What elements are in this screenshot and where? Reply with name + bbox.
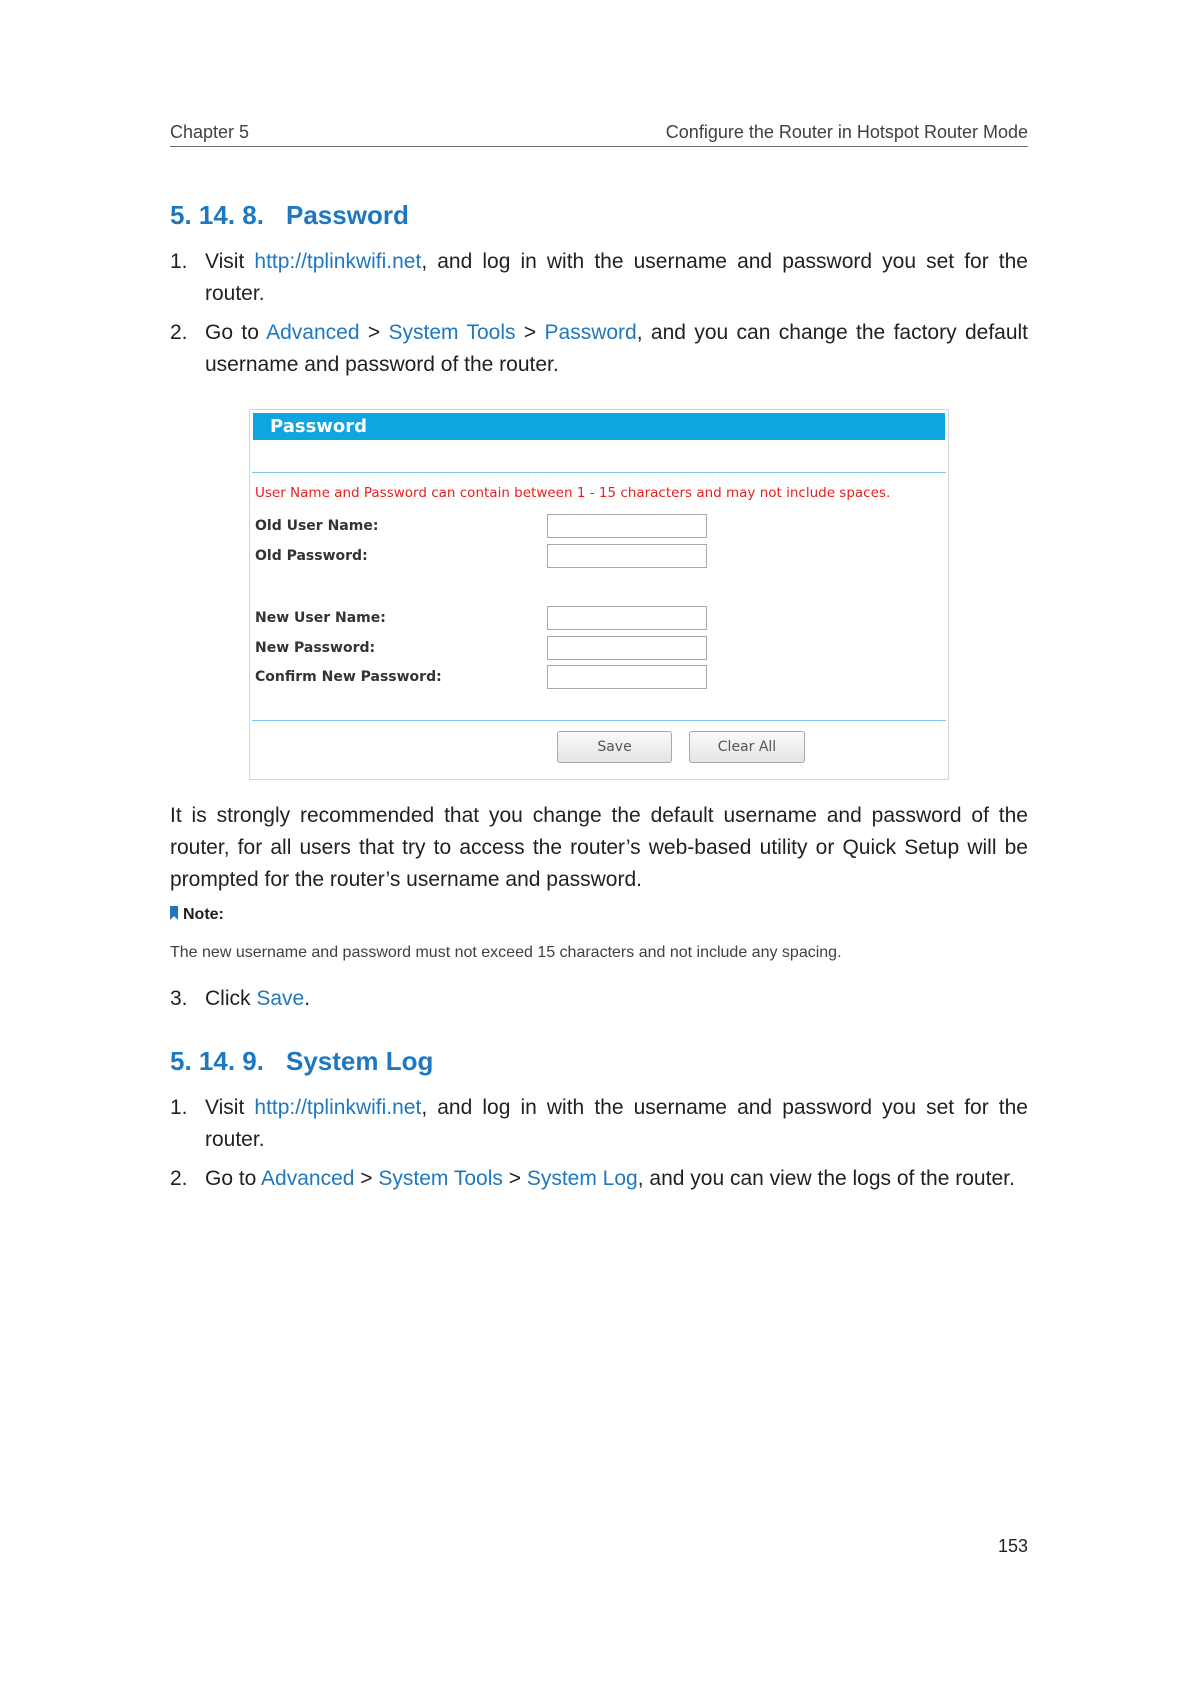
page-number: 153	[998, 1536, 1029, 1556]
step-number: 1.	[170, 1096, 188, 1119]
clear-all-button[interactable]: Clear All	[689, 731, 805, 763]
advanced-link[interactable]: Advanced	[266, 321, 360, 344]
password-step-3	[170, 983, 1028, 1015]
old-password-input[interactable]	[547, 544, 707, 568]
step-text: Go to	[205, 321, 267, 344]
old-user-name-input[interactable]	[547, 514, 707, 538]
step-number: 2.	[170, 1167, 188, 1190]
save-button[interactable]: Save	[557, 731, 672, 763]
path-separator: >	[359, 321, 389, 344]
step-number: 1.	[170, 250, 188, 273]
step-text: , and you can view the logs of the router.	[637, 1167, 1015, 1190]
bookmark-icon	[170, 906, 178, 920]
panel-title: Password	[253, 413, 945, 440]
note-heading	[170, 906, 224, 924]
old-password-label: Old Password:	[255, 548, 368, 564]
confirm-new-password-label: Confirm New Password:	[255, 669, 442, 685]
step-text: Visit	[205, 250, 255, 273]
new-user-name-input[interactable]	[547, 606, 707, 630]
tplinkwifi-link[interactable]: http://tplinkwifi.net	[254, 250, 422, 273]
section-number: 5. 14. 9.	[170, 1046, 264, 1076]
router-password-screenshot	[249, 409, 949, 780]
tplinkwifi-link[interactable]: http://tplinkwifi.net	[254, 1096, 422, 1119]
step-text: Visit	[205, 1096, 255, 1119]
password-link[interactable]: Password	[544, 321, 637, 344]
step-text: , and you can change the factory default username and password of the router.	[205, 321, 1029, 376]
path-separator: >	[515, 321, 545, 344]
path-separator: >	[354, 1167, 379, 1190]
chapter-label: Chapter 5	[170, 122, 250, 142]
step-text: , and log in with the username and password you set for the router.	[205, 250, 1028, 305]
path-separator: >	[502, 1167, 527, 1190]
password-step-1	[170, 246, 1028, 310]
new-user-name-label: New User Name:	[255, 610, 386, 626]
advanced-link[interactable]: Advanced	[261, 1167, 355, 1190]
step-number: 2.	[170, 321, 188, 344]
note-text: The new username and password must not exceed 15 characters and not include any spacing.	[170, 944, 842, 961]
password-step-2	[170, 317, 1028, 381]
chapter-title: Configure the Router in Hotspot Router Mode	[665, 122, 1028, 142]
syslog-step-1	[170, 1092, 1028, 1156]
divider	[252, 720, 946, 721]
section-title: Password	[286, 200, 409, 230]
step-text: .	[304, 987, 311, 1010]
new-password-label: New Password:	[255, 640, 376, 656]
page-header	[170, 120, 1028, 147]
syslog-step-2	[170, 1163, 1028, 1195]
section-number: 5. 14. 8.	[170, 200, 264, 230]
password-rules-warning: User Name and Password can contain between 1 - 15 characters and may not include spaces.	[255, 485, 891, 501]
section-heading-system-log	[170, 1046, 433, 1077]
recommendation-paragraph: It is strongly recommended that you change the default username and password of the router, for all users that try to access the router’s web-based utility or Quick Setup will be prompted for the router’s username and password.	[170, 804, 1028, 891]
divider	[252, 472, 946, 473]
section-heading-password	[170, 200, 409, 231]
system-tools-link[interactable]: System Tools	[378, 1167, 503, 1190]
section-title: System Log	[286, 1046, 434, 1076]
note-label: Note:	[183, 906, 224, 923]
step-text: Go to	[205, 1167, 262, 1190]
confirm-new-password-input[interactable]	[547, 665, 707, 689]
old-user-name-label: Old User Name:	[255, 518, 379, 534]
step-text: Click	[205, 987, 257, 1010]
step-text: , and log in with the username and password you set for the router.	[205, 1096, 1028, 1151]
step-number: 3.	[170, 987, 188, 1010]
save-link[interactable]: Save	[256, 987, 305, 1010]
system-log-link[interactable]: System Log	[526, 1167, 638, 1190]
system-tools-link[interactable]: System Tools	[388, 321, 516, 344]
new-password-input[interactable]	[547, 636, 707, 660]
